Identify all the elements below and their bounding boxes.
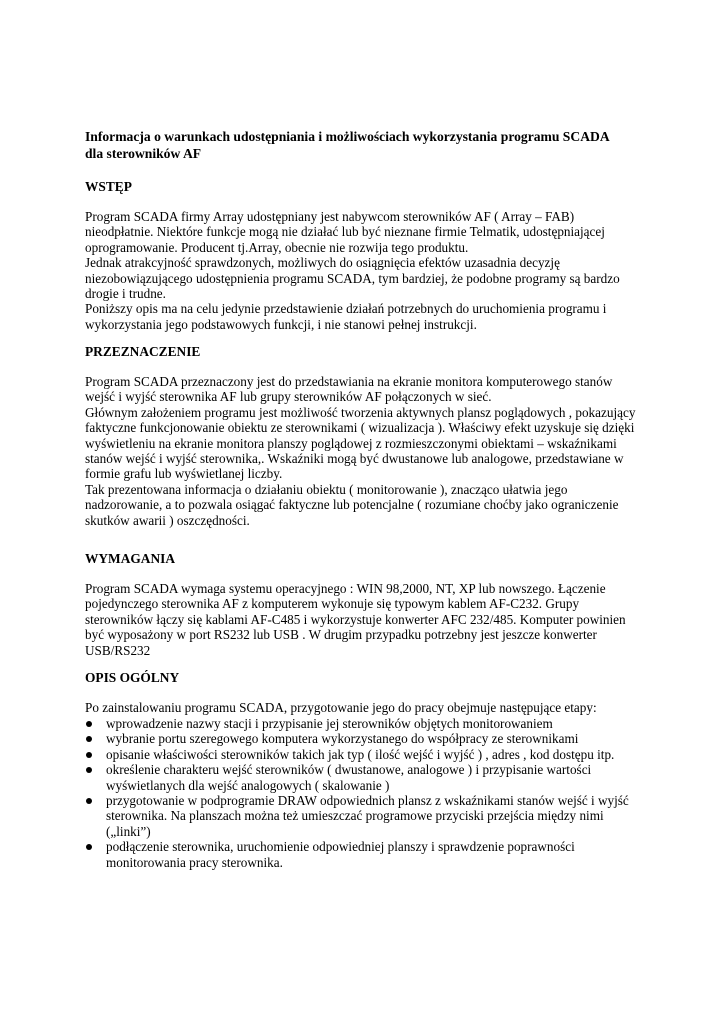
bullet-icon [86, 844, 92, 850]
paragraph-line: drogie i trudne. [85, 286, 166, 302]
list-item-line: wyświetlanych dla wejść analogowych ( skalowanie ) [106, 777, 390, 793]
paragraph-line: Po zainstalowaniu programu SCADA, przygotowanie jego do pracy obejmuje następujące etapy: [85, 700, 597, 715]
paragraph-line: formie grafu lub wyświetlanej liczby. [85, 466, 283, 482]
title-line: Informacja o warunkach udostępniania i możliwościach wykorzystania programu SCADA [85, 129, 610, 144]
list-item-line: opisanie właściwości sterowników takich jak typ ( ilość wejść i wyjść ) , adres , kod dostępu itp. [106, 746, 615, 762]
list-item-line: wybranie portu szeregowego komputera wykorzystanego do współpracy ze sterownikami [106, 731, 579, 747]
section-heading-przeznaczenie: PRZEZNACZENIE [85, 344, 201, 359]
bullet-icon [86, 721, 92, 727]
paragraph-line: Program SCADA wymaga systemu operacyjnego : WIN 98,2000, NT, XP lub nowszego. Łączenie [85, 581, 606, 596]
paragraph-line: Tak prezentowana informacja o działaniu obiektu ( monitorowanie ), znacząco ułatwia jego [85, 481, 568, 497]
bullet-icon [86, 752, 92, 758]
section-body-wymagania [85, 581, 645, 658]
paragraph-line: USB/RS232 [85, 642, 151, 658]
list-item-line: („linki”) [106, 823, 151, 839]
bullet-list [85, 716, 645, 870]
paragraph-line: stanów wejść i wyjść sterownika,. Wskaźniki mogą być dwustanowe lub analogowe, przedstawiane w [85, 451, 624, 467]
list-item-line: podłączenie sterownika, uruchomienie odpowiedniej planszy i sprawdzenie poprawności [106, 839, 575, 855]
paragraph-line: Poniższy opis ma na celu jedynie przedstawienie działań potrzebnych do uruchomienia programu i [85, 301, 607, 317]
paragraph-line: Program SCADA przeznaczony jest do przedstawiania na ekranie monitora komputerowego stanów [85, 374, 613, 389]
section-body-przeznaczenie [85, 374, 645, 528]
list-item-line: określenie charakteru wejść sterowników ( dwustanowe, analogowe ) i przypisanie wartości [106, 762, 592, 778]
list-item [85, 762, 645, 793]
list-item-line: monitorowania pracy sterownika. [106, 854, 283, 870]
paragraph-line: Jednak atrakcyjność sprawdzonych, możliwych do osiągnięcia efektów uzasadnia decyzję [85, 255, 560, 271]
document-title [85, 128, 645, 162]
paragraph-line: nieodpłatnie. Niektóre funkcje mogą nie działać lub być nieznane firmie Telmatik, udostępniającej [85, 224, 605, 240]
paragraph-line: być wyposażony w port RS232 lub USB . W drugim przypadku potrzebny jest jeszcze konwerter [85, 627, 597, 643]
paragraph-line: niezobowiązującego udostępnienia programu SCADA, tym bardziej, że podobne programy są bardzo [85, 270, 620, 286]
paragraph-line: faktyczne funkcjonowanie obiektu ze sterownikami ( wizualizacja ). Właściwy efekt uzyskuje się dzięki [85, 420, 635, 436]
list-item-line: sterownika. Na planszach można też umieszczać programowe przyciski przejścia między nimi [106, 808, 604, 824]
paragraph-line: Program SCADA firmy Array udostępniany jest nabywcom sterowników AF ( Array – FAB) [85, 209, 575, 224]
section-body-wstep [85, 209, 645, 332]
paragraph-line: sterowników łączy się kablami AF-C485 i wykorzystuje konwerter AFC 232/485. Komputer powinien [85, 611, 626, 627]
section-heading-wymagania: WYMAGANIA [85, 551, 176, 566]
bullet-icon [86, 767, 92, 773]
list-item [85, 793, 645, 839]
list-item [85, 747, 645, 762]
list-item-line: przygotowanie w podprogramie DRAW odpowiednich plansz z wskaźnikami stanów wejść i wyjść [106, 793, 629, 809]
bullet-icon [86, 736, 92, 742]
paragraph-line: wejść i wyjść sterownika AF lub grupy sterowników AF połączonych w sieć. [85, 389, 492, 405]
paragraph-line: wyświetleniu na ekranie monitora planszy poglądowej z rozmieszczonymi obiektami – wskaźnikami [85, 435, 617, 451]
title-line: dla sterowników AF [85, 146, 202, 161]
section-heading-opis-ogolny: OPIS OGÓLNY [85, 670, 180, 685]
paragraph-line: wykorzystania jego podstawowych funkcji, i nie stanowi pełnej instrukcji. [85, 316, 477, 332]
list-item [85, 731, 645, 746]
list-item [85, 839, 645, 870]
list-item [85, 716, 645, 731]
bullet-icon [86, 798, 92, 804]
paragraph-line: pojedynczego sterownika AF z komputerem wykonuje się typowym kablem AF-C232. Grupy [85, 596, 580, 612]
paragraph-line: nadzorowanie, a to pozwala osiągać faktyczne lub potencjalne ( rozumiane choćby jako ograniczenie [85, 497, 619, 513]
section-body-opis-ogolny [85, 700, 645, 715]
paragraph-line: Głównym założeniem programu jest możliwość tworzenia aktywnych plansz poglądowych , pokazujący [85, 404, 636, 420]
paragraph-line: skutków awarii ) oszczędności. [85, 512, 250, 528]
list-item-line: wprowadzenie nazwy stacji i przypisanie jej sterowników objętych monitorowaniem [106, 716, 553, 731]
section-heading-wstep: WSTĘP [85, 179, 132, 194]
paragraph-line: oprogramowanie. Producent tj.Array, obecnie nie rozwija tego produktu. [85, 239, 469, 255]
